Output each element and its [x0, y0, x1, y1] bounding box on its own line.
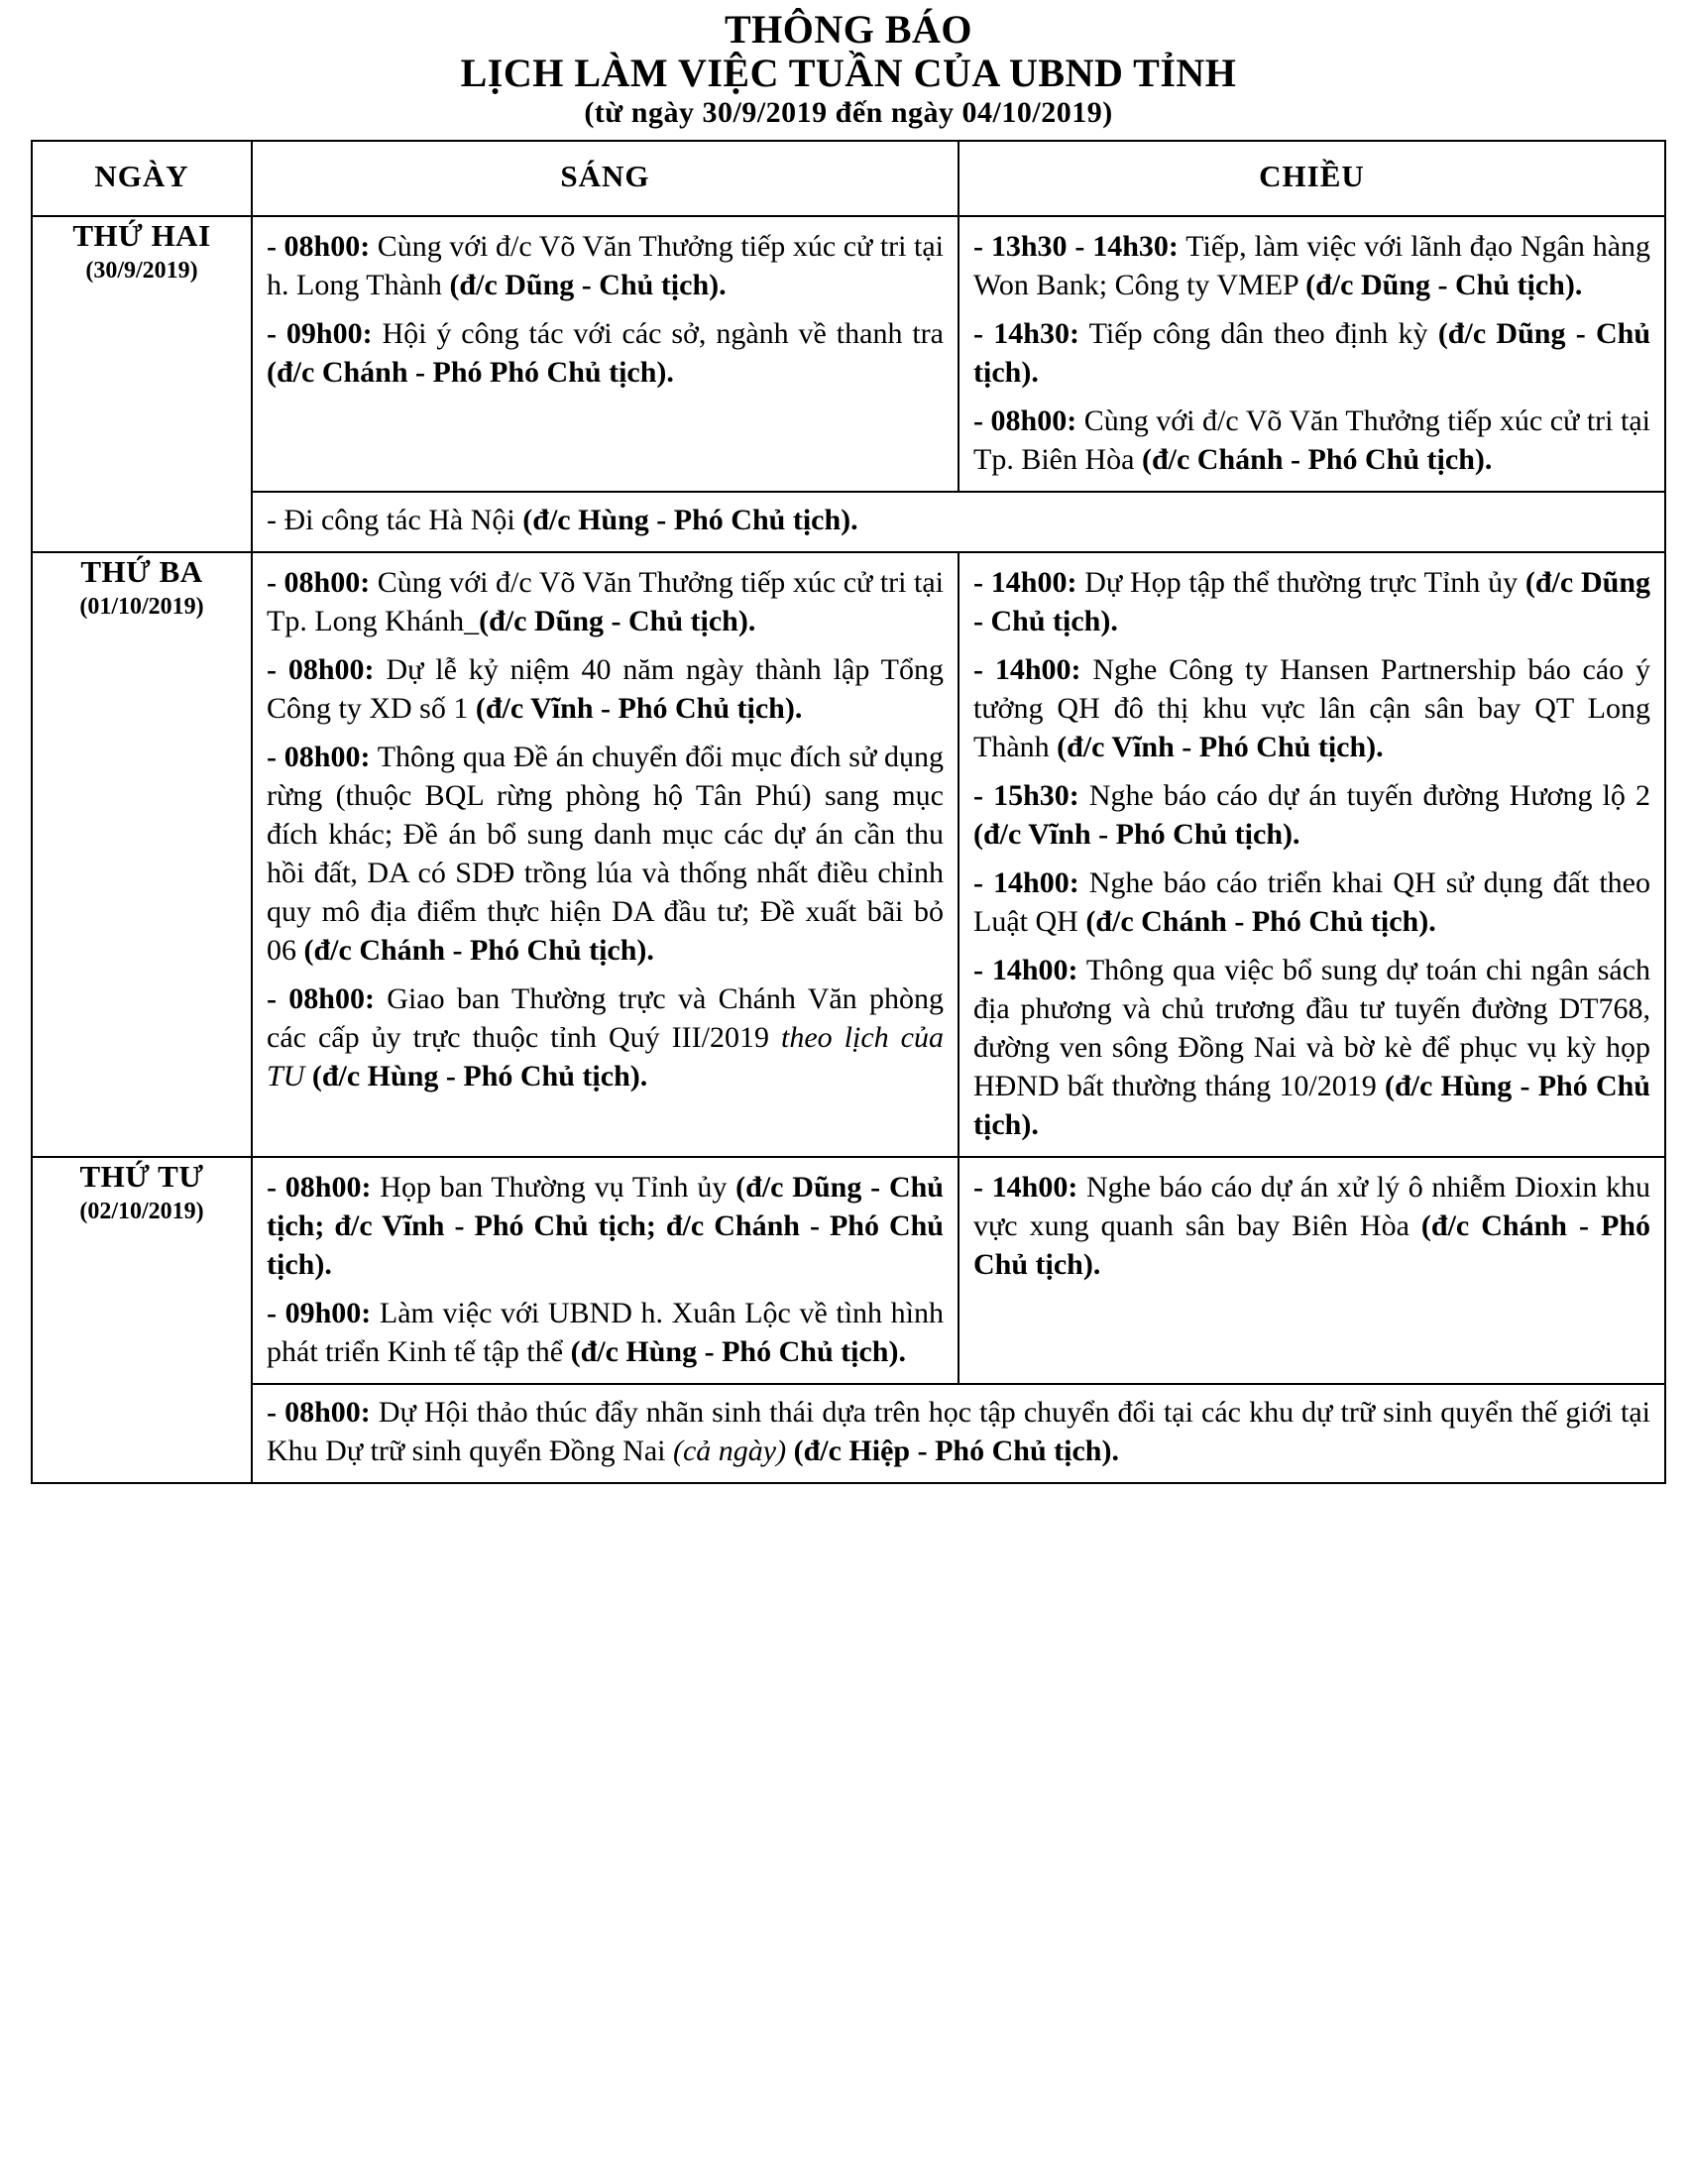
table-row-fullwidth: [32, 1384, 1665, 1483]
day-name: THỨ HAI: [72, 217, 211, 253]
entry-time: - 08h00:: [973, 403, 1077, 437]
entry-note-italic: theo lịch của TU: [267, 1020, 944, 1092]
entry-time: - 08h00:: [267, 740, 371, 773]
schedule-entry: [267, 227, 944, 304]
cell-content: [253, 553, 958, 1107]
schedule-entry: [267, 563, 944, 640]
morning-cell: [252, 216, 958, 492]
entry-official: (đ/c Hùng - Phó Chủ tịch).: [522, 503, 858, 536]
schedule-entry: [267, 314, 944, 392]
entry-text-continued: [786, 1435, 794, 1467]
column-header-afternoon: CHIỀU: [958, 141, 1665, 216]
entry-official: (đ/c Hùng - Phó Chủ tịch).: [311, 1059, 648, 1092]
entry-official: (đ/c Dũng - Chủ tịch).: [1305, 268, 1583, 301]
table-row-fullwidth: [32, 492, 1665, 552]
entry-time: - 08h00:: [267, 1170, 372, 1204]
entry-official: (đ/c Dũng - Chủ tịch).: [973, 565, 1650, 637]
schedule-entry: [973, 951, 1650, 1144]
cell-content: [253, 1158, 958, 1383]
schedule-entry: [973, 227, 1650, 304]
entry-text: Thông qua Đề án chuyển đổi mục đích sử dụng rừng (thuộc BQL rừng phòng hộ Tân Phú) sang mục đích khác; Đề án bổ sung danh mục các dự án cần thu hồi đất, DA có SDĐ trồng lúa và thống nhất điều chỉnh quy mô địa điểm thực hiện DA đầu tư; Đề xuất bãi bỏ 06: [267, 740, 944, 967]
day-date: (02/10/2019): [79, 1198, 204, 1224]
entry-official: (đ/c Dũng - Chủ tịch).: [973, 316, 1650, 389]
entry-text: Tiếp công dân theo định kỳ: [1078, 316, 1438, 350]
entry-text: Cùng với đ/c Võ Văn Thưởng tiếp xúc cử tri tại Tp. Biên Hòa: [973, 403, 1650, 476]
entry-time: - 08h00:: [267, 981, 375, 1015]
entry-official: (đ/c Hùng - Phó Chủ tịch).: [570, 1334, 906, 1368]
schedule-entry: [267, 1294, 944, 1371]
entry-text: Cùng với đ/c Võ Văn Thưởng tiếp xúc cử tri tại h. Long Thành: [267, 229, 944, 301]
table-row: [32, 216, 1665, 492]
schedule-entry: [973, 863, 1650, 941]
cell-content: [253, 217, 958, 403]
schedule-entry: [973, 314, 1650, 392]
table-header-row: [32, 141, 1665, 216]
entry-official: (đ/c Dũng - Chủ tịch).: [479, 604, 756, 637]
entry-official: (đ/c Chánh - Phó Chủ tịch).: [303, 933, 654, 967]
schedule-entry: [973, 1168, 1650, 1284]
entry-official: (đ/c Hiệp - Phó Chủ tịch).: [793, 1434, 1119, 1467]
day-label-cell: [32, 552, 252, 1157]
entry-time: - 14h00:: [973, 953, 1078, 986]
afternoon-cell: [958, 1157, 1665, 1384]
document-subtitle: LỊCH LÀM VIỆC TUẦN CỦA UBND TỈNH: [460, 51, 1237, 96]
column-header-day: NGÀY: [32, 141, 252, 216]
day-date: (30/9/2019): [85, 257, 198, 284]
schedule-entry: [267, 738, 944, 970]
entry-text: Dự Hội thảo thúc đẩy nhãn sinh thái dựa trên học tập chuyển đổi tại các khu dự trữ sinh quyển thế giới tại Khu Dự trữ sinh quyển Đồng Nai: [267, 1395, 1650, 1467]
schedule-entry: [973, 650, 1650, 766]
entry-time: - 14h00:: [973, 652, 1081, 686]
entry-time: - 08h00:: [267, 229, 371, 263]
column-header-morning: SÁNG: [252, 141, 958, 216]
entry-time: - 14h00:: [973, 565, 1077, 599]
day-label-cell: [32, 1157, 252, 1483]
entry-time: - 09h00:: [267, 1296, 372, 1329]
morning-cell: [252, 552, 958, 1157]
entry-time: - 15h30:: [973, 778, 1079, 812]
entry-text: Họp ban Thường vụ Tỉnh ủy: [371, 1170, 736, 1204]
entry-text: Làm việc với UBND h. Xuân Lộc về tình hình phát triển Kinh tế tập thể: [267, 1296, 944, 1368]
entry-time: - 08h00:: [267, 652, 375, 686]
table-row: [32, 1157, 1665, 1384]
cell-content: [959, 553, 1664, 1156]
entry-official: (đ/c Dũng - Chủ tịch; đ/c Vĩnh - Phó Chủ tịch; đ/c Chánh - Phó Chủ tịch).: [267, 1170, 944, 1281]
document-daterange: (từ ngày 30/9/2019 đến ngày 04/10/2019): [584, 96, 1113, 130]
entry-official: (đ/c Chánh - Phó Phó Chủ tịch).: [267, 355, 674, 389]
afternoon-cell: [958, 216, 1665, 492]
cell-content: [959, 217, 1664, 491]
entry-text: Giao ban Thường trực và Chánh Văn phòng các cấp ủy trực thuộc tỉnh Quý III/2019: [267, 981, 944, 1054]
entry-time: - 09h00:: [267, 316, 373, 350]
entry-official: (đ/c Vĩnh - Phó Chủ tịch).: [973, 817, 1300, 851]
document-header: [28, 8, 1669, 130]
table-row: [32, 552, 1665, 1157]
schedule-table: [31, 140, 1666, 1484]
schedule-entry: [267, 501, 1650, 539]
day-label-cell: [32, 216, 252, 552]
entry-official: (đ/c Chánh - Phó Chủ tịch).: [973, 1208, 1650, 1281]
fullwidth-cell: [252, 1384, 1665, 1483]
entry-text: Hội ý công tác với các sở, ngành về thanh tra: [372, 316, 944, 350]
cell-content: [959, 1158, 1664, 1296]
schedule-entry: [973, 402, 1650, 479]
entry-time: - 14h00:: [973, 1170, 1078, 1204]
schedule-entry: [973, 563, 1650, 640]
day-name: THỨ BA: [80, 553, 203, 589]
entry-text: Dự Họp tập thể thường trực Tỉnh ủy: [1076, 565, 1525, 599]
entry-official: (đ/c Dũng - Chủ tịch).: [449, 268, 727, 301]
schedule-entry: [973, 776, 1650, 854]
entry-text: Dự lễ kỷ niệm 40 năm ngày thành lập Tổng Công ty XD số 1: [267, 652, 944, 725]
entry-time: - 13h30 - 14h30:: [973, 229, 1179, 263]
day-date: (01/10/2019): [79, 593, 204, 620]
cell-content: [253, 1385, 1664, 1482]
morning-cell: [252, 1157, 958, 1384]
entry-official: (đ/c Vĩnh - Phó Chủ tịch).: [1057, 730, 1384, 763]
entry-official: (đ/c Chánh - Phó Chủ tịch).: [1141, 442, 1493, 476]
entry-time: - 14h30:: [973, 316, 1079, 350]
entry-text: Cùng với đ/c Võ Văn Thưởng tiếp xúc cử tri tại Tp. Long Khánh_: [267, 565, 944, 637]
afternoon-cell: [958, 552, 1665, 1157]
fullwidth-cell: [252, 492, 1665, 552]
entry-official: (đ/c Chánh - Phó Chủ tịch).: [1085, 904, 1436, 938]
document-title: THÔNG BÁO: [724, 7, 973, 52]
day-name: THỨ TƯ: [79, 1158, 204, 1194]
schedule-entry: [267, 1168, 944, 1284]
entry-text: Nghe báo cáo dự án tuyến đường Hương lộ 2: [1078, 778, 1650, 812]
entry-time: - Đi công tác Hà Nội: [267, 503, 523, 536]
schedule-entry: [267, 1393, 1650, 1470]
entry-official: (đ/c Vĩnh - Phó Chủ tịch).: [475, 691, 803, 725]
cell-content: [253, 493, 1664, 551]
entry-text: Tiếp, làm việc với lãnh đạo Ngân hàng Won Bank; Công ty VMEP: [973, 229, 1651, 301]
entry-text-continued: [304, 1060, 312, 1092]
entry-time: - 08h00:: [267, 1395, 371, 1429]
entry-text: Nghe Công ty Hansen Partnership báo cáo ý tưởng QH đô thị khu vực lân cận sân bay QT Long Thành: [973, 652, 1650, 763]
entry-text: Thông qua việc bổ sung dự toán chi ngân sách địa phương và chủ trương đầu tư tuyến đường DT768, đường ven sông Đồng Nai và bờ kè để phục vụ kỳ họp HĐND bất thường tháng 10/2019: [973, 953, 1651, 1102]
entry-time: - 08h00:: [267, 565, 371, 599]
schedule-entry: [267, 979, 944, 1095]
schedule-entry: [267, 650, 944, 728]
entry-time: - 14h00:: [973, 865, 1079, 899]
entry-note-italic: (cả ngày): [672, 1434, 787, 1467]
entry-text: Nghe báo cáo triển khai QH sử dụng đất theo Luật QH: [973, 865, 1650, 938]
entry-official: (đ/c Hùng - Phó Chủ tịch).: [973, 1069, 1650, 1141]
entry-text: Nghe báo cáo dự án xử lý ô nhiễm Dioxin khu vực xung quanh sân bay Biên Hòa: [973, 1170, 1650, 1242]
